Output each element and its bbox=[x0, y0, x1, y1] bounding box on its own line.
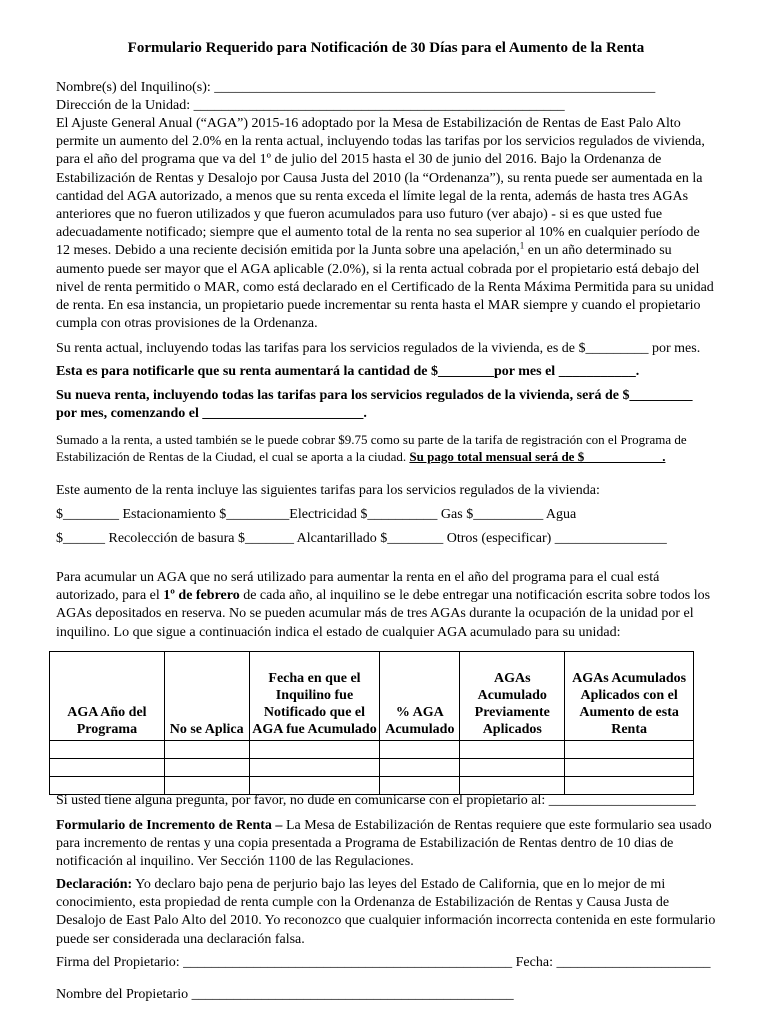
form-title: Formulario Requerido para Notificación de 30 Días para el Aumento de la Renta bbox=[127, 40, 645, 56]
unit-address-field[interactable]: Dirección de la Unidad: _____________________________________________________ bbox=[56, 98, 565, 113]
table-cell[interactable] bbox=[164, 759, 249, 777]
declaration-paragraph bbox=[56, 876, 716, 949]
header-percent-banked: % AGA Acumulado bbox=[380, 652, 460, 741]
table-cell[interactable] bbox=[249, 741, 380, 759]
table-cell[interactable] bbox=[565, 759, 694, 777]
form-requirement-paragraph bbox=[56, 817, 716, 872]
banking-paragraph bbox=[56, 569, 716, 642]
new-rent-field[interactable]: Su nueva renta, incluyendo todas las tarifas para los servicios regulados de la vivienda, será de $_________ por mes, comenzando el _______________________. bbox=[56, 388, 693, 422]
footnote-marker: 1 bbox=[519, 240, 525, 251]
fees-intro: Este aumento de la renta incluye las siguientes tarifas para los servicios regulados de la vivienda: bbox=[56, 483, 600, 498]
table-cell[interactable] bbox=[50, 741, 165, 759]
total-payment-field[interactable]: Su pago total mensual será de $____________. bbox=[409, 449, 666, 464]
table-cell[interactable] bbox=[249, 759, 380, 777]
declaration-label: Declaración: bbox=[56, 877, 133, 892]
form-requirement-text: La Mesa de Estabilización de Rentas requiere que este formulario sea usado para incremento de rentas y una copia presentada a Programa de Estabilización de Rentas dentro de 10 dias de notificación al inquilino. Ver Sección 1100 de las Regulaciones. bbox=[56, 818, 712, 870]
table-row bbox=[50, 741, 694, 759]
banking-deadline: 1º de febrero bbox=[163, 588, 240, 604]
fee-paragraph bbox=[56, 431, 716, 465]
increase-notice-field[interactable]: Esta es para notificarle que su renta aumentará la cantidad de $________por mes el ___________. bbox=[56, 364, 640, 379]
header-previously-applied: AGAs Acumulado Previamente Aplicados bbox=[460, 652, 565, 741]
intro-text-part2: en un año determinado su aumento puede ser mayor que el AGA aplicable (2.0%), si la renta actual cobrada por el propietario está debajo del nivel de renta permitido o MAR, como está declarado en el Certificado de la Renta Máxima Permitida para su unidad de renta. En esa instancia, un propietario puede incrementar su renta hasta el MAR siempre y cuando el propietario cumpla con otras provisiones de la Ordenanza. bbox=[56, 243, 714, 332]
fee-text: Sumado a la renta, a usted también se le puede cobrar $9.75 como su parte de la tarifa de registración con el Programa de Estabilización de Rentas de la Ciudad, el cual se aporta a la ciudad. bbox=[56, 432, 687, 464]
header-program-year: AGA Año del Programa bbox=[50, 652, 165, 741]
header-applied-this-increase: AGAs Acumulados Aplicados con el Aumento de esta Renta bbox=[565, 652, 694, 741]
table-cell[interactable] bbox=[380, 741, 460, 759]
fees-row-2[interactable]: $______ Recolección de basura $_______ Alcantarillado $________ Otros (especificar) ________________ bbox=[56, 531, 667, 546]
table-cell[interactable] bbox=[565, 741, 694, 759]
aga-status-table bbox=[49, 651, 694, 795]
table-cell[interactable] bbox=[164, 741, 249, 759]
table-cell[interactable] bbox=[460, 741, 565, 759]
banking-text-part1: Para acumular un AGA que no será utilizado para aumentar la renta en el año del programa para el cual está autorizado, para el bbox=[56, 570, 660, 604]
table-cell[interactable] bbox=[50, 759, 165, 777]
banking-text-part2: de cada año, al inquilino se le debe entregar una notificación escrita sobre todos los AGAs depositados en reserva. No se pueden acumular más de tres AGAs durante la ocupación de la unidad por el inquilino. Lo que sigue a continuación indica el estado de cualquier AGA acumulado para su unidad: bbox=[56, 588, 711, 640]
table-row bbox=[50, 759, 694, 777]
form-requirement-label: Formulario de Incremento de Renta – bbox=[56, 818, 283, 833]
table-cell[interactable] bbox=[460, 759, 565, 777]
current-rent-field[interactable]: Su renta actual, incluyendo todas las tarifas para los servicios regulados de la vivienda, es de $_________ por mes. bbox=[56, 341, 701, 356]
table-cell[interactable] bbox=[380, 759, 460, 777]
owner-signature-field[interactable]: Firma del Propietario: _______________________________________________ Fecha: ______________________ bbox=[56, 955, 711, 970]
owner-name-field[interactable]: Nombre del Propietario ______________________________________________ bbox=[56, 987, 514, 1002]
intro-paragraph bbox=[56, 115, 716, 333]
tenant-names-field[interactable]: Nombre(s) del Inquilino(s): _______________________________________________________________ bbox=[56, 80, 656, 95]
intro-text-part1: El Ajuste General Anual (“AGA”) 2015-16 adoptado por la Mesa de Estabilización de Rentas de East Palo Alto permite un aumento del 2.0% en la renta actual, incluyendo todas las tarifas por los servicios regulados de vivienda, para el año del programa que va del 1º de julio del 2015 hasta el 30 de junio del 2016. Bajo la Ordenanza de Estabilización de Rentas y Desalojo por Causa Justa del 2010 (la “Ordenanza”), su renta puede ser aumentada en la cantidad del AGA autorizado, a menos que su renta exceda el límite legal de la renta, además de hasta tres AGAs anteriores que no fueron utilizados y que fueron acumulados para uso futuro (ver abajo) - si es que usted fue adecuadamente notificado; siempre que el aumento total de la renta no sea superior al 10% en cualquier período de 12 meses. Debido a una reciente decisión emitida por la Junta sobre una apelación, bbox=[56, 116, 705, 259]
fees-row-1[interactable]: $________ Estacionamiento $_________Electricidad $__________ Gas $__________ Agua bbox=[56, 507, 577, 522]
header-notification-date: Fecha en que el Inquilino fue Notificado que el AGA fue Acumulado bbox=[249, 652, 380, 741]
declaration-text: Yo declaro bajo pena de perjurio bajo las leyes del Estado de California, que en lo mejor de mi conocimiento, esta propiedad de renta cumple con la Ordenanza de Estabilización de Rentas y Causa Justa de Desalojo de East Palo Alto del 2010. Yo reconozco que cualquier información incorrecta contenida en este formulario puede ser considerada una declaración falsa. bbox=[56, 877, 716, 947]
header-not-applicable: No se Aplica bbox=[164, 652, 249, 741]
questions-contact-field[interactable]: Si usted tiene alguna pregunta, por favor, no dude en comunicarse con el propietario al: _____________________ bbox=[56, 793, 696, 808]
